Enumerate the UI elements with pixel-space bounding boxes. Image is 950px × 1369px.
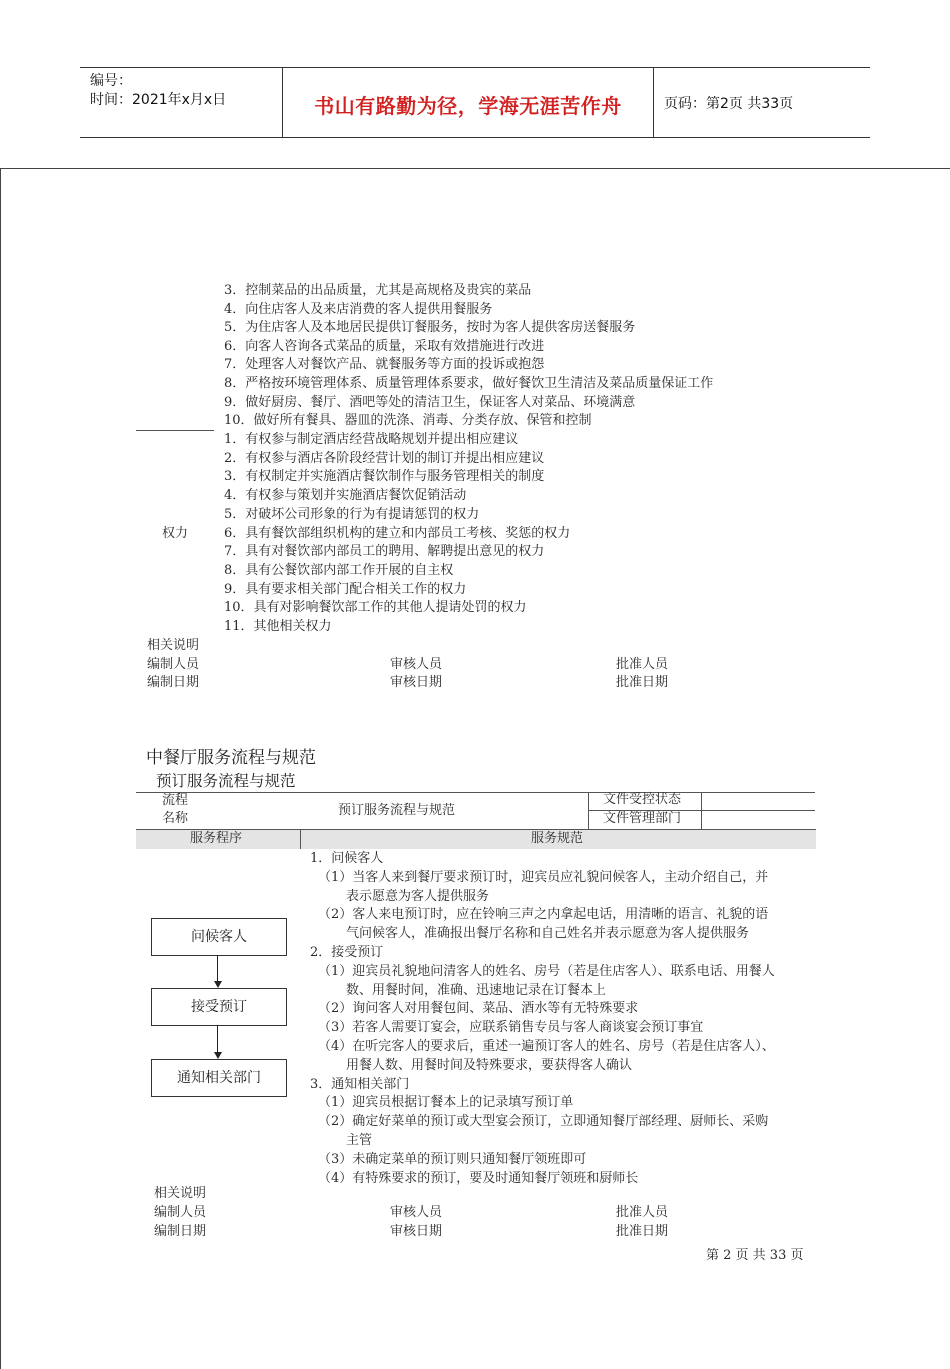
control-status-label: 文件受控状态 [603, 792, 682, 807]
standard-heading: 3．通知相关部门 [310, 1076, 410, 1092]
col-standard: 服务规范 [531, 831, 584, 846]
header-page-info: 页码：第2页 共33页 [664, 96, 794, 112]
related-notes-label: 相关说明 [147, 638, 200, 653]
power-item: 11．其他相关权力 [224, 619, 332, 634]
table-rule [136, 792, 815, 793]
approve-date-label: 批准日期 [616, 675, 669, 690]
standard-heading: 1．问候客人 [310, 851, 384, 866]
standard-line: （2）客人来电预订时，应在铃响三声之内拿起电话，用清晰的语言、礼貌的语 [318, 907, 769, 923]
review-date-label: 审核日期 [390, 675, 443, 690]
edit-date-label: 编制日期 [154, 1224, 207, 1239]
mgmt-dept-label: 文件管理部门 [603, 811, 682, 826]
duty-item: 8．严格按环境管理体系、质量管理体系要求，做好餐饮卫生清洁及菜品质量保证工作 [224, 376, 714, 391]
power-item: 3．有权制定并实施酒店餐饮制作与服务管理相关的制度 [224, 469, 545, 485]
standard-line: （3）若客人需要订宴会，应联系销售专员与客人商谈宴会预订事宜 [318, 1020, 704, 1036]
editor-label: 编制人员 [147, 656, 200, 672]
flow-name: 预订服务流程与规范 [338, 803, 456, 818]
related-notes-label: 相关说明 [154, 1186, 207, 1201]
approver-label: 批准人员 [616, 1205, 669, 1220]
standard-line: 数、用餐时间，准确、迅速地记录在订餐本上 [346, 982, 607, 998]
col-procedure: 服务程序 [190, 831, 243, 846]
flow-arrow [217, 955, 218, 981]
power-item: 4．有权参与策划并实施酒店餐饮促销活动 [224, 488, 467, 504]
power-item: 7．具有对餐饮部内部员工的聘用、解聘提出意见的权力 [224, 544, 545, 560]
power-item: 10．具有对影响餐饮部工作的其他人提请处罚的权力 [224, 600, 527, 616]
standard-line: （4）有特殊要求的预订，要及时通知餐厅领班和厨师长 [318, 1170, 639, 1186]
standard-line: 用餐人数、用餐时间及特殊要求，要获得客人确认 [346, 1057, 633, 1073]
table-rule [300, 829, 301, 849]
standard-line: 气问候客人，准确报出餐厅名称和自己姓名并表示愿意为客人提供服务 [346, 926, 750, 942]
flow-step-greet: 问候客人 [151, 918, 287, 956]
flow-arrow-head [214, 1052, 222, 1059]
power-item: 5．对破坏公司形象的行为有提请惩罚的权力 [224, 506, 480, 522]
flow-step-accept: 接受预订 [151, 988, 287, 1026]
duty-item: 6．向客人咨询各式菜品的质量，采取有效措施进行改进 [224, 338, 545, 354]
flow-label: 名称 [162, 811, 189, 826]
header-meta [90, 72, 226, 110]
standard-line: 主管 [346, 1133, 373, 1148]
power-item: 2．有权参与酒店各阶段经营计划的制订并提出相应建议 [224, 450, 545, 466]
standard-line: （2）确定好菜单的预订或大型宴会预订，立即通知餐厅部经理、厨师长、采购 [318, 1114, 769, 1130]
page-footer: 第 2 页 共 33 页 [706, 1248, 804, 1263]
duty-item: 7．处理客人对餐饮产品、就餐服务等方面的投诉或抱怨 [224, 357, 545, 373]
table-rule [701, 792, 702, 829]
standard-line: （4）在听完客人的要求后，重述一遍预订客人的姓名、房号（若是住店客人）、 [318, 1039, 775, 1054]
page-header [80, 67, 870, 138]
approver-label: 批准人员 [616, 656, 669, 672]
duty-item: 9．做好厨房、餐厅、酒吧等处的清洁卫生，保证客人对菜品、环境满意 [224, 394, 636, 410]
duty-item: 10．做好所有餐具、器皿的洗涤、消毒、分类存放、保管和控制 [224, 413, 592, 429]
reviewer-label: 审核人员 [390, 1205, 443, 1220]
power-item: 8．具有公餐饮部内部工作开展的自主权 [224, 562, 454, 578]
standard-heading: 2．接受预订 [310, 945, 384, 960]
power-item: 6．具有餐饮部组织机构的建立和内部员工考核、奖惩的权力 [224, 525, 571, 541]
section-title: 中餐厅服务流程与规范 [146, 748, 316, 768]
flow-step-notify: 通知相关部门 [151, 1059, 287, 1097]
reviewer-label: 审核人员 [390, 656, 443, 672]
duty-item: 5．为住店客人及本地居民提供订餐服务，按时为客人提供客房送餐服务 [224, 320, 636, 336]
table-rule [588, 792, 589, 829]
review-date-label: 审核日期 [390, 1224, 443, 1239]
standard-line: （1）当客人来到餐厅要求预订时，迎宾员应礼貌问候客人，主动介绍自己，并 [318, 869, 769, 885]
flow-arrow-head [214, 981, 222, 988]
standard-line: （3）未确定菜单的预订则只通知餐厅领班即可 [318, 1151, 587, 1167]
power-item: 1．有权参与制定酒店经营战略规划并提出相应建议 [224, 432, 519, 447]
power-item: 9．具有要求相关部门配合相关工作的权力 [224, 581, 467, 597]
edit-date-label: 编制日期 [147, 675, 200, 690]
standard-line: （2）询问客人对用餐包间、菜品、酒水等有无特殊要求 [318, 1001, 639, 1017]
powers-label: 权力 [162, 526, 189, 541]
standard-line: （1）迎宾员礼貌地问清客人的姓名、房号（若是住店客人）、联系电话、用餐人 [318, 963, 775, 979]
subsection-title: 预订服务流程与规范 [156, 772, 296, 790]
approve-date-label: 批准日期 [616, 1224, 669, 1239]
motto: 书山有路勤为径，学海无涯苦作舟 [314, 94, 622, 118]
flow-arrow [217, 1025, 218, 1052]
duty-item: 4．向住店客人及来店消费的客人提供用餐服务 [224, 301, 493, 317]
editor-label: 编制人员 [154, 1205, 207, 1220]
standard-line: （1）迎宾员根据订餐本上的记录填写预订单 [318, 1095, 574, 1111]
time-label: 时间：2021年x月x日 [90, 92, 227, 108]
number-label: 编号： [90, 73, 132, 89]
flow-label: 流程 [162, 793, 189, 808]
section-divider [136, 430, 214, 431]
standard-line: 表示愿意为客人提供服务 [346, 888, 490, 904]
duty-item: 3．控制菜品的出品质量，尤其是高规格及贵宾的菜品 [224, 283, 532, 298]
